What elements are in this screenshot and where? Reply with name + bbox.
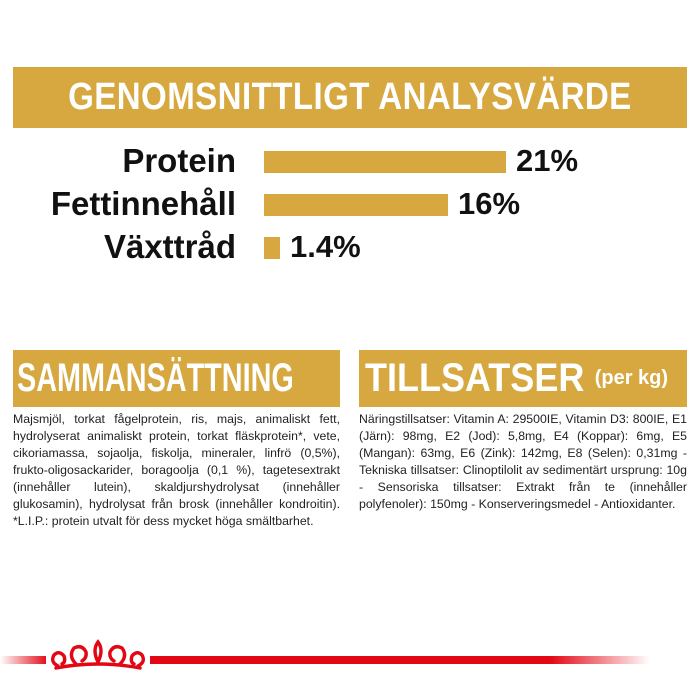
analysis-value: 16% xyxy=(458,186,521,221)
analysis-banner xyxy=(13,67,687,128)
composition-text: Majsmjöl, torkat fågelprotein, ris, majs, animaliskt fett, hydrolyserat animaliskt protein, torkat fläskprotein*, vete, cikoriamassa, sojaolja, fiskolja, mineraler, linfrö (0,5%), frukto-oligosackarider, boragoolja (0,1 %), tagetesextrakt (innehåller lutein), skaldjurshydrolysat (innehåller glukosamin), hydrolysat från brosk (innehåller kondroitin). *L.I.P.: protein utvalt för dess mycket höga smältbarhet. xyxy=(13,412,340,528)
royal-canin-crown-icon xyxy=(46,636,150,672)
additives-heading: TILLSATSER xyxy=(365,356,585,400)
composition-panel xyxy=(13,350,340,530)
analysis-bar xyxy=(264,194,448,216)
analysis-label: Fettinnehåll xyxy=(50,185,236,222)
additives-panel xyxy=(359,350,687,513)
analysis-label: Protein xyxy=(122,142,236,179)
analysis-bar xyxy=(264,151,506,173)
composition-header xyxy=(13,350,340,407)
analysis-value: 21% xyxy=(516,143,579,178)
footer-stripe-left xyxy=(0,656,48,664)
analysis-bar xyxy=(264,237,280,259)
analysis-row-fiber xyxy=(0,227,700,267)
analysis-value: 1.4% xyxy=(290,229,361,264)
analysis-label: Växttråd xyxy=(103,228,236,265)
analysis-row-protein xyxy=(0,141,700,181)
additives-text: Näringstillsatser: Vitamin A: 29500IE, Vitamin D3: 800IE, E1 (Järn): 98mg, E2 (Jod): 5,8mg, E4 (Koppar): 6mg, E5 (Mangan): 63mg, E6 (Zink): 142mg, E8 (Selen): 0,31mg - Tekniska tillsatser: Clinoptilolit av sedimentärt ursprung: 10g - Sensoriska tillsatser: Extrakt från te (innehåller polyfenoler): 150mg - Konserveringsmedel - Antioxidanter. xyxy=(359,412,687,511)
additives-header xyxy=(359,350,687,407)
footer-stripe xyxy=(150,656,650,664)
analysis-row-fat xyxy=(0,184,700,224)
analysis-title: GENOMSNITTLIGT ANALYSVÄRDE xyxy=(68,76,632,118)
composition-heading: SAMMANSÄTTNING xyxy=(17,356,294,400)
additives-unit: (per kg) xyxy=(594,367,669,389)
